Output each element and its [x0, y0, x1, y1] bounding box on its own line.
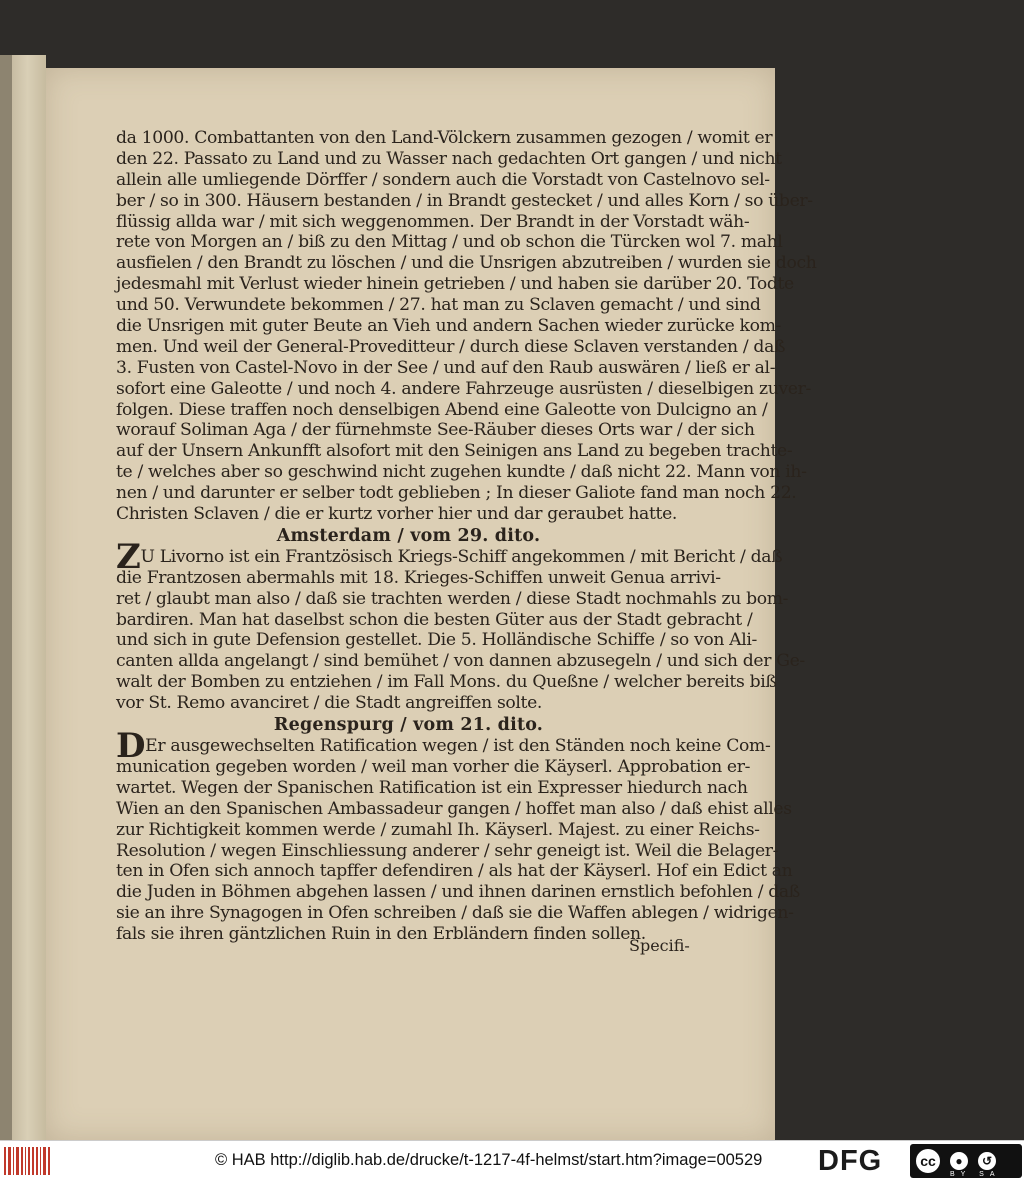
page-text [116, 128, 817, 945]
text-line [116, 756, 751, 778]
license-labels [950, 1171, 1001, 1178]
text-line [116, 253, 817, 274]
heading-regensburg: Regenspurg / vom 21. dito. [273, 715, 544, 736]
text-line [116, 819, 760, 841]
text-section-regensburg [116, 726, 800, 945]
text-line [116, 211, 750, 233]
text-line-content: Wien an den Spanischen Ambassadeur gangen / hoffet man also / daß ehist alles [116, 798, 792, 819]
text-line-content: folgen. Diese traffen noch denselbigen Abend eine Galeotte von Dulcigno an / [116, 399, 768, 420]
text-line-content: Christen Sclaven / die er kurtz vorher hier und dar geraubet hatte. [116, 504, 678, 525]
text-line [116, 903, 794, 924]
text-line [116, 609, 753, 631]
text-line-content: Resolution / wegen Einschliessung anderer / sehr geneigt ist. Weil die Belager- [116, 840, 779, 861]
text-line-content: nen / und darunter er selber todt geblieben ; In dieser Galiote fand man noch 22. [116, 483, 797, 504]
text-line-content: sofort eine Galeotte / und noch 4. andere Fahrzeuge ausrüsten / dieselbigen zuver- [116, 378, 811, 399]
text-section-amsterdam [116, 536, 805, 714]
text-line-content: ten in Ofen sich annoch tapffer defendiren / als hat der Käyserl. Hof ein Edict an [116, 861, 793, 882]
text-line-content: und sich in gute Defension gestellet. Die 5. Holländische Schiffe / so von Ali- [116, 630, 757, 651]
text-line [116, 924, 701, 945]
dfg-logo: DFG [818, 1145, 883, 1177]
text-line [116, 399, 768, 421]
sa-icon: ↺ [976, 1150, 998, 1172]
text-line-content: munication gegeben worden / weil man vorher die Käyserl. Approbation er- [116, 756, 751, 777]
barcode-icon [4, 1147, 50, 1175]
cc-icon: cc [914, 1147, 942, 1175]
text-line [116, 536, 783, 577]
text-section-castelnovo [116, 128, 817, 525]
text-line-content: zur Richtigkeit kommen werde / zumahl Ih. Käyserl. Majest. zu einer Reichs- [116, 819, 760, 840]
catchword: Specifi- [629, 936, 690, 955]
citation-link[interactable]: © HAB http://diglib.hab.de/drucke/t-1217-4f-helmst/start.htm?image=00529 [215, 1151, 763, 1169]
footer-bar [0, 1140, 1024, 1181]
text-line-content: da 1000. Combattanten von den Land-Völckern zusammen gezogen / womit er [116, 128, 773, 148]
text-line-content: fals sie ihren gäntzlichen Ruin in den Erbländern finden sollen. [116, 924, 646, 945]
text-line-content: ret / glaubt man also / daß sie trachten werden / diese Stadt nochmahls zu bom- [116, 588, 789, 609]
heading-amsterdam: Amsterdam / vom 29. dito. [276, 525, 541, 546]
text-line [116, 148, 782, 170]
text-line [116, 882, 800, 903]
text-line-content: sie an ihre Synagogen in Ofen schreiben / daß sie die Waffen ablegen / widrigen- [116, 903, 794, 924]
text-line [116, 798, 792, 820]
text-line-content: ausfielen / den Brandt zu löschen / und die Unsrigen abzutreiben / wurden sie doch [116, 253, 817, 274]
text-line-content: walt der Bomben zu entziehen / im Fall Mons. du Queßne / welcher bereits biß [116, 672, 777, 693]
text-line [116, 378, 811, 400]
text-line-content: auf der Unsern Ankunfft alsofort mit den Seinigen ans Land zu begeben trachte- [116, 441, 793, 462]
text-line [116, 357, 776, 379]
drop-cap: Z [116, 536, 141, 577]
text-line-content: vor St. Remo avanciret / die Stadt angreiffen solte. [116, 693, 543, 714]
text-line-content: te / welches aber so geschwind nicht zugehen kundte / daß nicht 22. Mann von ih- [116, 462, 807, 483]
text-line-content: die Unsrigen mit guter Beute an Vieh und andern Sachen wieder zurücke kom- [116, 316, 781, 337]
text-line-content: flüssig allda war / mit sich weggenommen. Der Brandt in der Vorstadt wäh- [116, 211, 750, 232]
text-line [116, 651, 805, 672]
sa-label: SA [979, 1171, 1001, 1178]
text-line [116, 190, 813, 212]
text-line-content: U Livorno ist ein Frantzösisch Kriegs-Schiff angekommen / mit Bericht / daß [140, 546, 783, 567]
text-line [116, 840, 779, 862]
text-line [116, 420, 755, 441]
text-line-content: die Juden in Böhmen abgehen lassen / und ihnen darinen ernstlich befohlen / daß [116, 882, 800, 903]
text-line [116, 777, 748, 799]
text-line [116, 169, 770, 191]
text-line-content: wartet. Wegen der Spanischen Ratification ist ein Expresser hiedurch nach [116, 777, 748, 798]
text-line-content: Er ausgewechselten Ratification wegen / ist den Ständen noch keine Com- [145, 736, 771, 757]
scanned-page [46, 68, 817, 1140]
text-line [116, 441, 793, 462]
text-line-content: und 50. Verwundete bekommen / 27. hat man zu Sclaven gemacht / und sind [116, 295, 761, 316]
drop-cap: D [116, 726, 146, 767]
text-line-content: jedesmahl mit Verlust wieder hinein getrieben / und haben sie darüber 20. Todte [116, 274, 794, 295]
text-line-content: 3. Fusten von Castel-Novo in der See / und auf den Raub auswären / ließ er al- [116, 357, 776, 378]
text-line-content: ber / so in 300. Häusern bestanden / in Brandt gestecket / und alles Korn / so über- [116, 190, 813, 211]
text-line-content: canten allda angelangt / sind bemühet / von dannen abzusegeln / und sich der Ge- [116, 651, 805, 672]
text-line-content: die Frantzosen abermahls mit 18. Krieges-Schiffen unweit Genua arrivi- [116, 567, 721, 588]
text-line [116, 295, 761, 316]
text-line [116, 861, 793, 882]
by-icon: ● [948, 1150, 970, 1172]
cc-license-badge[interactable] [910, 1144, 1022, 1178]
text-line [116, 336, 786, 358]
text-line [116, 567, 721, 589]
text-line [116, 504, 701, 525]
text-line-content: rete von Morgen an / biß zu den Mittag / und ob schon die Türcken wol 7. mahl [116, 232, 783, 253]
text-line-content: bardiren. Man hat daselbst schon die besten Güter aus der Stadt gebracht / [116, 609, 753, 630]
by-label: BY [950, 1171, 972, 1178]
text-line [116, 316, 781, 337]
text-line-content: den 22. Passato zu Land und zu Wasser nach gedachten Ort gangen / und nicht [116, 148, 782, 169]
text-line-content: allein alle umliegende Dörffer / sondern auch die Vorstadt von Castelnovo sel- [116, 169, 770, 190]
text-line-content: men. Und weil der General-Proveditteur / durch diese Sclaven verstanden / daß [116, 336, 786, 357]
text-line [116, 672, 777, 693]
text-line-content: worauf Soliman Aga / der fürnehmste See-Räuber dieses Orts war / der sich [116, 420, 755, 441]
text-line [116, 588, 789, 610]
text-line [116, 693, 701, 714]
binding-shadow [0, 55, 12, 1140]
text-line [116, 483, 797, 504]
text-line [116, 274, 794, 295]
text-line [116, 232, 783, 253]
text-line [116, 630, 757, 651]
text-line [116, 128, 773, 149]
text-line [116, 462, 807, 483]
